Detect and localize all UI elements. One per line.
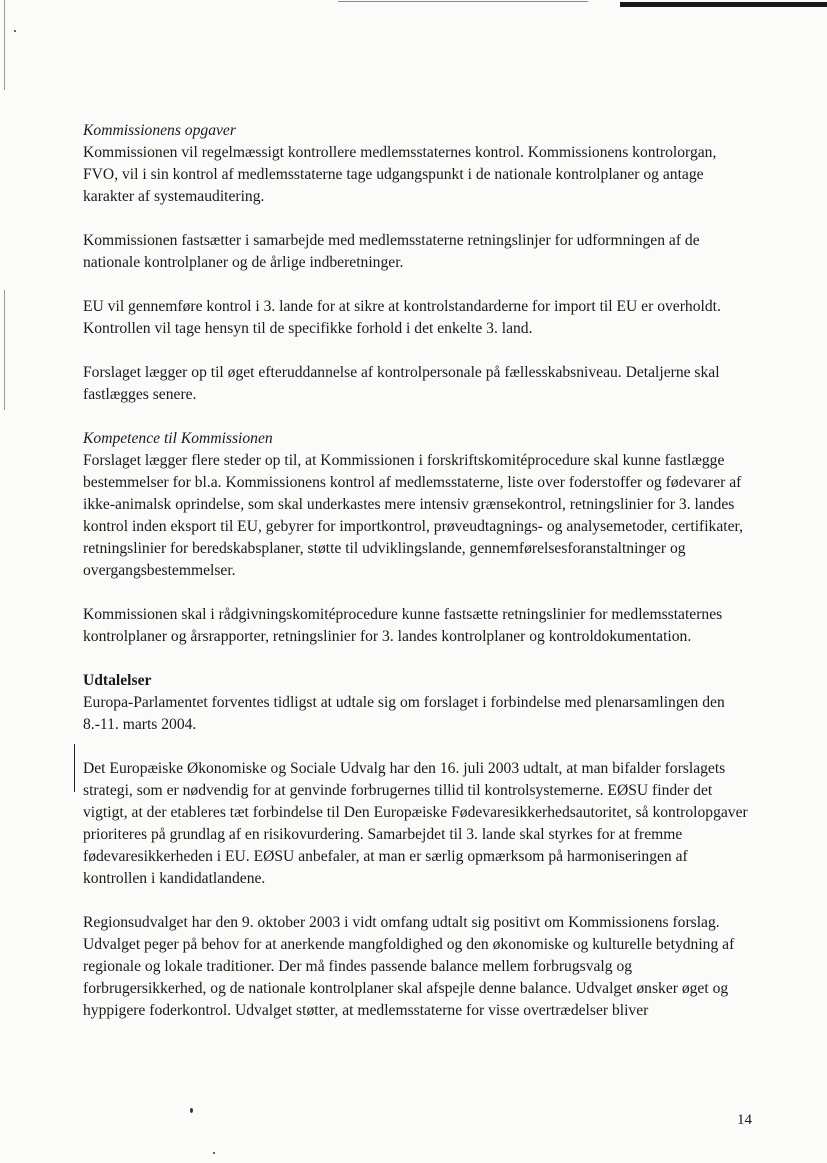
page-number: 14 <box>737 1112 752 1128</box>
paragraph: Forslaget lægger flere steder op til, at Kommissionen i forskriftskomitéprocedure skal kunne fastlægge bestemmelser for bl.a. Kommissionens kontrol af medlemsstaterne, liste over foderstoffer og fødevarer af ikke-animalsk oprindelse, som skal underkastes mere intensiv grænsekontrol, retningslinier for 3. landes kontrol inden eksport til EU, gebyrer for importkontrol, prøveudtagnings- og analysemetoder, certifikater, retningslinier for beredskabsplaner, støtte til udviklingslande, gennemførelsesforanstaltninger og overgangsbestemmelser. <box>83 452 744 579</box>
section-kompetence <box>83 428 749 648</box>
paragraph: Kommissionen vil regelmæssigt kontrollere medlemsstaternes kontrol. Kommissionens kontrolorgan, FVO, vil i sin kontrol af medlemsstaterne tage udgangspunkt i de nationale kontrolplaner og antage karakter af systemauditering. <box>83 144 717 205</box>
document-body <box>83 120 749 1044</box>
revision-change-bar <box>74 744 75 792</box>
section-heading: Udtalelser <box>83 672 152 689</box>
section-kommissionens-opgaver <box>83 120 749 406</box>
scan-artifact-bar <box>620 2 827 7</box>
scan-speck <box>190 1108 193 1113</box>
scan-margin-line <box>4 290 5 410</box>
paragraph: Regionsudvalget har den 9. oktober 2003 i vidt omfang udtalt sig positivt om Kommissionens forslag. Udvalget peger på behov for at anerkende mangfoldighed og den økonomiske og kulturelle betydning af regionale og lokale traditioner. Der må findes passende balance mellem forbrugsvalg og forbrugersikkerhed, og de nationale kontrolplaner skal afspejle denne balance. Udvalget ønsker øget og hyppigere foderkontrol. Udvalget støtter, at medlemsstaterne for visse overtrædelser bliver <box>83 914 735 1019</box>
paragraph: Forslaget lægger op til øget efteruddannelse af kontrolpersonale på fællesskabsniveau. Detaljerne skal fastlægges senere. <box>83 364 720 403</box>
scan-speck <box>14 30 16 32</box>
section-heading: Kommissionens opgaver <box>83 122 236 139</box>
paragraph: Det Europæiske Økonomiske og Sociale Udvalg har den 16. juli 2003 udtalt, at man bifalder forslagets strategi, som er nødvendig for at genvinde forbrugernes tillid til kontrolsystemerne. EØSU finder det vigtigt, at der etableres tæt forbindelse til Den Europæiske Fødevaresikkerhedsautoritet, så kontrolopgaver prioriteres på grundlag af en risikovurdering. Samarbejdet til 3. lande skal styrkes for at fremme fødevaresikkerheden i EU. EØSU anbefaler, at man er særlig opmærksom på harmoniseringen af kontrollen i kandidatlandene. <box>83 760 748 887</box>
section-heading: Kompetence til Kommissionen <box>83 430 273 447</box>
paragraph: EU vil gennemføre kontrol i 3. lande for at sikre at kontrolstandarderne for import til EU er overholdt. Kontrollen vil tage hensyn til de specifikke forhold i det enkelte 3. land. <box>83 298 721 337</box>
paragraph: Kommissionen fastsætter i samarbejde med medlemsstaterne retningslinjer for udformningen af de nationale kontrolplaner og de årlige indberetninger. <box>83 232 700 271</box>
scan-artifact-line <box>338 1 588 2</box>
paragraph: Kommissionen skal i rådgivningskomitéprocedure kunne fastsætte retningslinier for medlemsstaternes kontrolplaner og årsrapporter, retningslinier for 3. landes kontrolplaner og kontroldokumentation. <box>83 606 723 645</box>
scan-margin-line <box>4 0 5 90</box>
scan-speck <box>213 1152 215 1154</box>
paragraph: Europa-Parlamentet forventes tidligst at udtale sig om forslaget i forbindelse med plenarsamlingen den 8.-11. marts 2004. <box>83 694 725 733</box>
section-udtalelser <box>83 670 749 1022</box>
